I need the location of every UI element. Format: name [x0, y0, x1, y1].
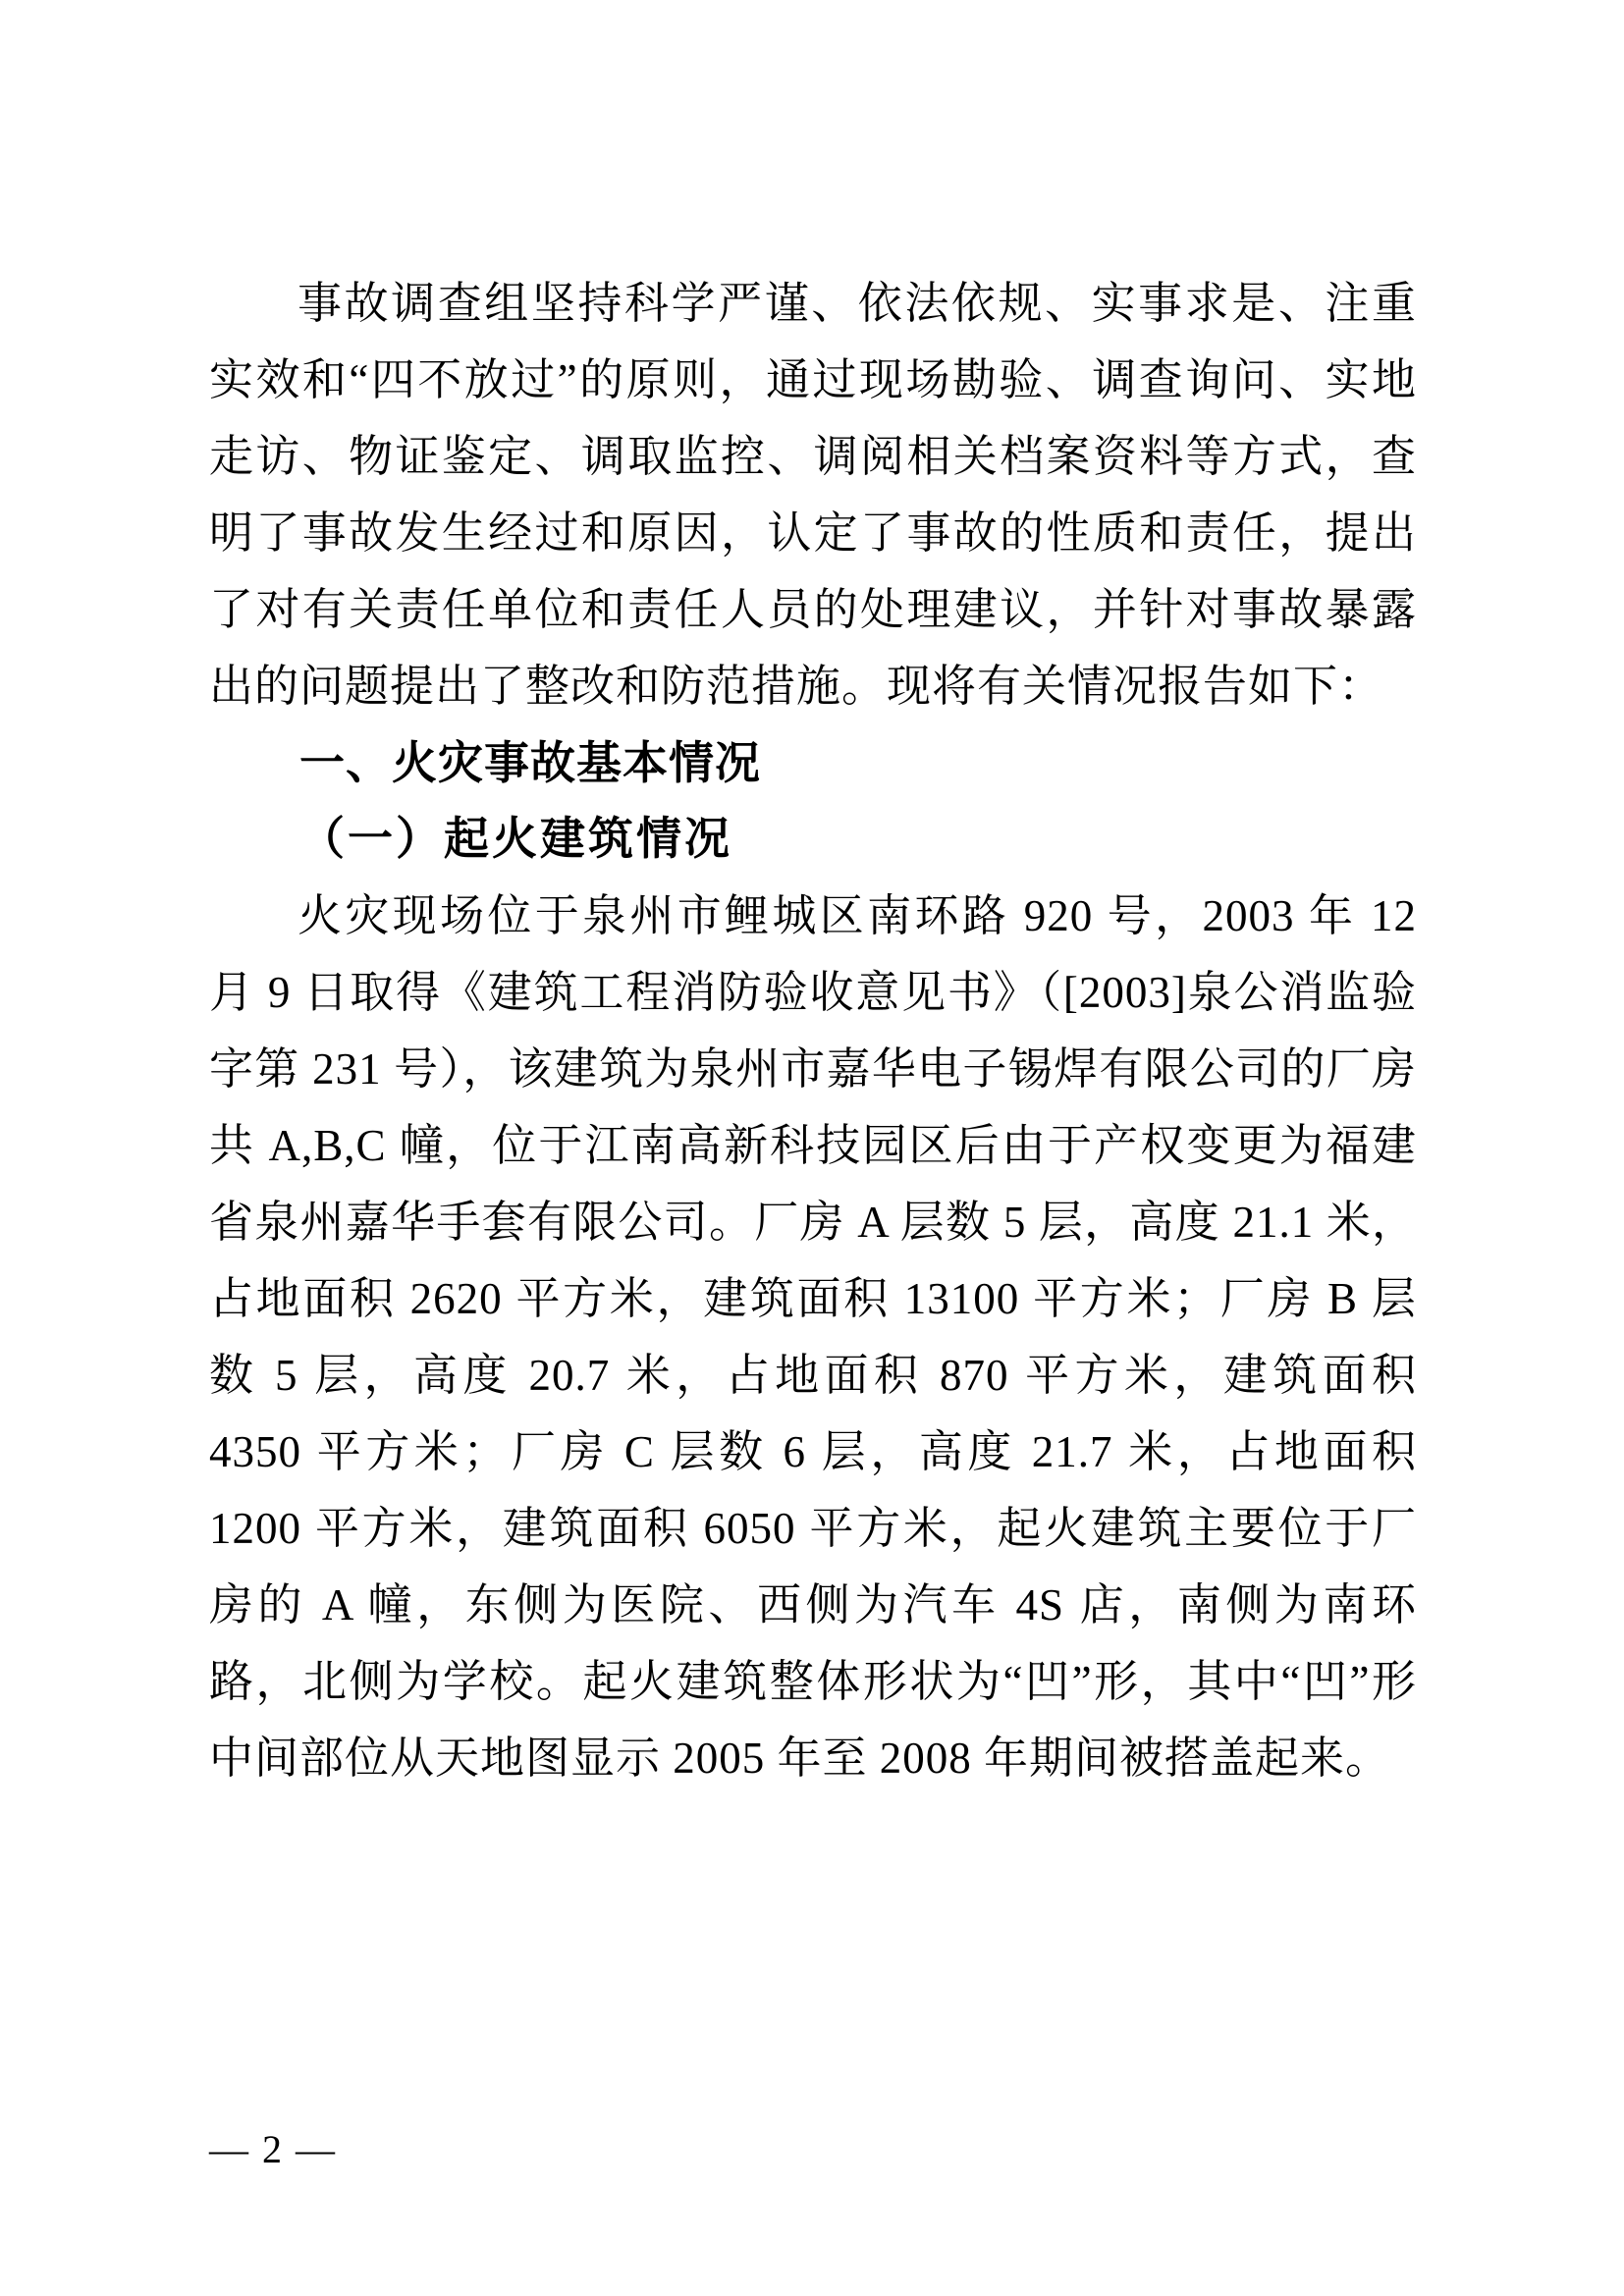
paragraph-building-details: 火灾现场位于泉州市鲤城区南环路 920 号，2003 年 12 月 9 日取得《建筑工程消防验收意见书》（[2003]泉公消监验字第 231 号），该建筑为泉州市嘉华电子锡焊有限公司的厂房共 A,B,C 幢，位于江南高新科技园区后由于产权变更为福建省泉州嘉华手套有限公司。厂房 A 层数 5 层，高度 21.1 米，占地面积 2620 平方米，建筑面积 13100 平方米；厂房 B 层数 5 层，高度 20.7 米，占地面积 870 平方米，建筑面积 4350 平方米；厂房 C 层数 6 层，高度 21.7 米，占地面积 1200 平方米，建筑面积 6050 平方米，起火建筑主要位于厂房的 A 幢，东侧为医院、西侧为汽车 4S 店，南侧为南环路，北侧为学校。起火建筑整体形状为“凹”形，其中“凹”形中间部位从天地图显示 2005 年至 2008 年期间被搭盖起来。 — [209, 891, 1417, 1783]
section-heading-fire-accident-basics: 一、火灾事故基本情况 — [299, 736, 761, 789]
paragraph-investigation-methods: 事故调查组坚持科学严谨、依法依规、实事求是、注重实效和“四不放过”的原则，通过现场勘验、调查询问、实地走访、物证鉴定、调取监控、调阅相关档案资料等方式，查明了事故发生经过和原因，认定了事故的性质和责任，提出了对有关责任单位和责任人员的处理建议，并针对事故暴露出的问题提出了整改和防范措施。现将有关情况报告如下： — [209, 279, 1417, 711]
page-number: — 2 — — [209, 2127, 337, 2171]
document-body — [209, 265, 1417, 1796]
subsection-heading-fire-building-info: （一）起火建筑情况 — [299, 814, 732, 864]
